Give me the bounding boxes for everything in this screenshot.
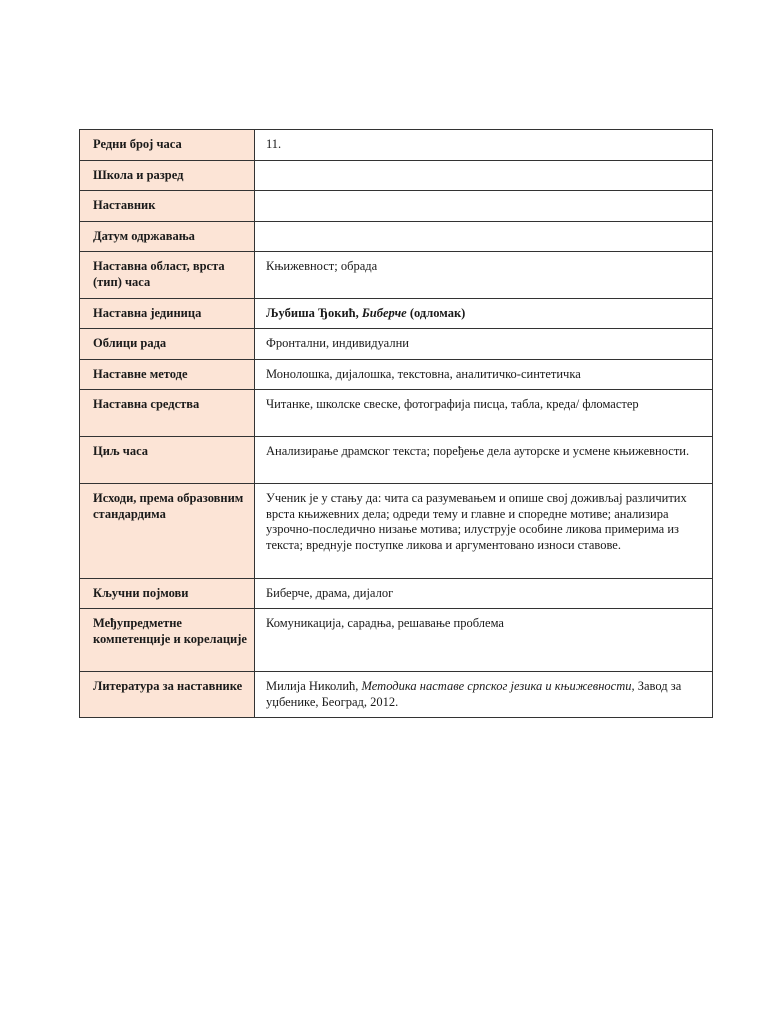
table-row (80, 360, 713, 390)
row-value: Монолошка, дијалошка, текстовна, аналитичко-синтетичка (255, 360, 713, 390)
table-row (80, 299, 713, 329)
table-row (80, 672, 713, 718)
row-label: Литература за наставнике (80, 672, 255, 718)
row-label: Циљ часа (80, 437, 255, 484)
row-value: 11. (255, 130, 713, 161)
row-value: Анализирање драмског текста; поређење дела ауторске и усмене књижевности. (255, 437, 713, 484)
row-value: Читанке, школске свеске, фотографија писца, табла, креда/ фломастер (255, 390, 713, 437)
table-row (80, 161, 713, 191)
author-name: Љубиша Ђокић, (266, 306, 362, 320)
row-label: Наставна јединица (80, 299, 255, 329)
book-title: Методика наставе српског језика и књижевности, (361, 679, 635, 693)
row-value: Биберче, драма, дијалог (255, 579, 713, 609)
table-row (80, 579, 713, 609)
row-label: Редни број часа (80, 130, 255, 161)
work-note: (одломак) (406, 306, 466, 320)
row-value: Ученик је у стању да: чита са разумевањем и опише свој доживљај различитих врста књижевних дела; одреди тему и главне и споредне мотиве; анализира узрочно-последично низање мотива; илуструје особине ликова примерима из текста; вреднује поступке ликова и аргументовано износи ставове. (255, 484, 713, 579)
table-row (80, 484, 713, 579)
table-row (80, 390, 713, 437)
row-value (255, 191, 713, 222)
work-title: Биберче (361, 306, 407, 320)
row-value (255, 161, 713, 191)
table-row (80, 252, 713, 299)
row-value: Књижевност; обрада (255, 252, 713, 299)
table-row (80, 329, 713, 360)
row-label: Облици рада (80, 329, 255, 360)
row-label: Кључни појмови (80, 579, 255, 609)
row-label: Исходи, према образовним стандардима (80, 484, 255, 579)
publisher-info: Завод за уџбенике, Београд, 2012. (266, 679, 682, 709)
table-row (80, 437, 713, 484)
row-value (255, 299, 713, 329)
author-name: Милија Николић, (266, 679, 362, 693)
row-value (255, 222, 713, 252)
table-row (80, 130, 713, 161)
row-label: Наставник (80, 191, 255, 222)
row-value: Комуникација, сарадња, решавање проблема (255, 609, 713, 672)
table-row (80, 191, 713, 222)
row-label: Наставне методе (80, 360, 255, 390)
row-label: Међупредметне компетенције и корелације (80, 609, 255, 672)
row-value (255, 672, 713, 718)
row-label: Наставна средства (80, 390, 255, 437)
row-label: Датум одржавања (80, 222, 255, 252)
row-label: Школа и разред (80, 161, 255, 191)
row-label: Наставна област, врста (тип) часа (80, 252, 255, 299)
table-row (80, 222, 713, 252)
row-value: Фронтални, индивидуални (255, 329, 713, 360)
table-row (80, 609, 713, 672)
lesson-plan-table (79, 129, 713, 718)
